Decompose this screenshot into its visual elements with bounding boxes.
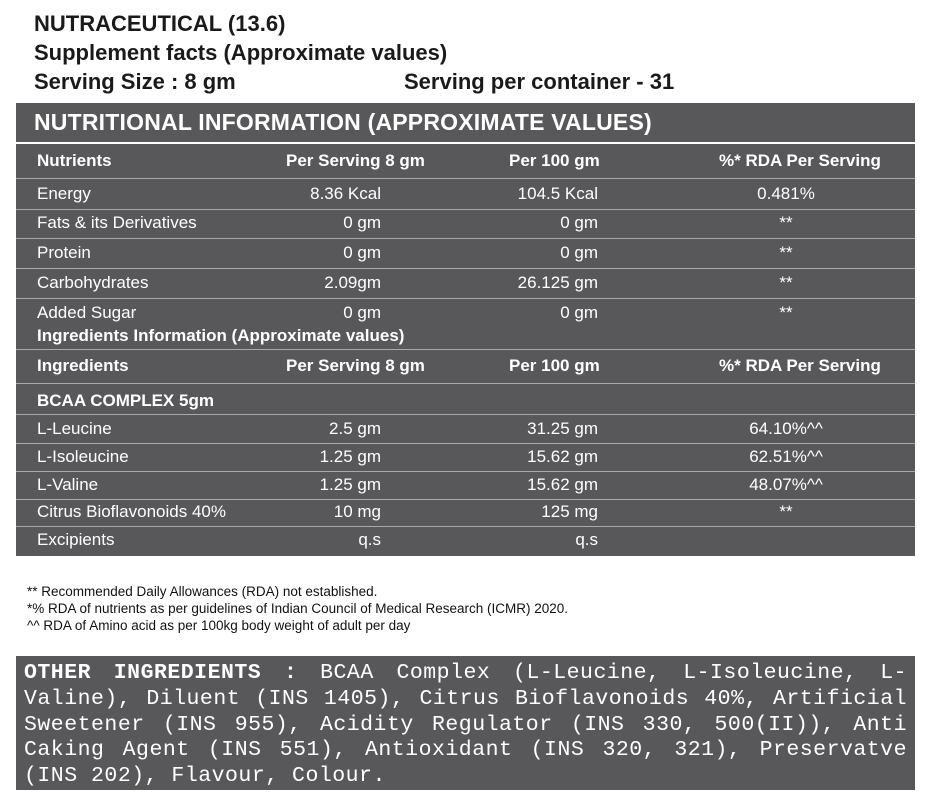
panel-title: NUTRITIONAL INFORMATION (APPROXIMATE VALUES) — [34, 109, 652, 135]
divider — [16, 471, 915, 472]
divider — [16, 443, 915, 444]
cell: 31.25 gm — [527, 419, 598, 438]
cell: Energy — [37, 184, 91, 203]
cell: Ingredients Information (Approximate values) — [37, 326, 405, 345]
footnote-icmr: *% RDA of nutrients as per guidelines of Indian Council of Medical Research (ICMR) 2020. — [27, 601, 569, 616]
header-cell: Per 100 gm — [509, 356, 600, 375]
cell: 48.07%^^ — [749, 475, 823, 494]
supplement-facts-subtitle: Supplement facts (Approximate values) — [34, 40, 448, 65]
cell: 62.51%^^ — [749, 447, 823, 466]
cell: Citrus Bioflavonoids 40% — [37, 502, 226, 521]
cell: 64.10%^^ — [749, 419, 823, 438]
cell: BCAA COMPLEX 5gm — [37, 391, 214, 410]
other-ingredients-box — [16, 656, 915, 790]
footnote-amino-acid: ^^ RDA of Amino acid as per 100kg body weight of adult per day — [27, 618, 411, 633]
header-cell: Nutrients — [37, 151, 112, 170]
divider — [16, 238, 915, 239]
cell: ** — [779, 502, 793, 521]
divider — [16, 383, 915, 384]
divider — [16, 209, 915, 210]
cell: 0 gm — [560, 303, 598, 322]
cell: ** — [779, 273, 793, 292]
cell: 0.481% — [757, 184, 815, 203]
cell: 10 mg — [333, 502, 381, 521]
other-ingredients-label: OTHER INGREDIENTS : — [24, 661, 298, 685]
cell: L-Valine — [37, 475, 99, 494]
cell: 15.62 gm — [527, 475, 598, 494]
cell: 2.09gm — [324, 273, 381, 292]
header-cell: %* RDA Per Serving — [719, 356, 881, 375]
cell: 2.5 gm — [329, 419, 381, 438]
header-cell: Per Serving 8 gm — [286, 151, 425, 170]
divider — [16, 142, 915, 144]
cell: 26.125 gm — [517, 273, 598, 292]
cell: q.s — [358, 530, 381, 549]
cell: 1.25 gm — [319, 475, 381, 494]
cell: Excipients — [37, 530, 115, 549]
divider — [16, 499, 915, 500]
cell: 0 gm — [560, 243, 598, 262]
footnote-rda: ** Recommended Daily Allowances (RDA) not established. — [27, 584, 378, 599]
cell: 0 gm — [343, 213, 381, 232]
cell: 0 gm — [343, 303, 381, 322]
other-ingredients-text: BCAA Complex (L-Leucine, L-Isoleucine, L-Valine), Diluent (INS 1405), Citrus Bioflavonoids 40%, Artificial Sweetener (INS 955), Acidity Regulator (INS 330, 500(II)), Anti Caking Agent (INS 551), Antioxidant (INS 320, 321), Preservatve (INS 202), Flavour, Colour. — [24, 661, 907, 789]
cell: 104.5 Kcal — [517, 184, 598, 203]
nutrition-panel — [16, 103, 915, 556]
cell: ** — [779, 213, 793, 232]
cell: 0 gm — [560, 213, 598, 232]
divider — [16, 349, 915, 350]
serving-size: Serving Size : 8 gm — [34, 69, 236, 94]
divider — [16, 268, 915, 269]
servings-per-container: Serving per container - 31 — [404, 69, 675, 94]
cell: 0 gm — [343, 243, 381, 262]
header-cell: Ingredients — [37, 356, 129, 375]
cell: 15.62 gm — [527, 447, 598, 466]
divider — [16, 298, 915, 299]
cell: 1.25 gm — [319, 447, 381, 466]
divider — [16, 526, 915, 527]
header-cell: Per Serving 8 gm — [286, 356, 425, 375]
serving-info — [34, 69, 734, 95]
cell: Added Sugar — [37, 303, 137, 322]
header-cell: Per 100 gm — [509, 151, 600, 170]
cell: Protein — [37, 243, 91, 262]
cell: 125 mg — [541, 502, 598, 521]
divider — [16, 414, 915, 415]
cell: Fats & its Derivatives — [37, 213, 197, 232]
cell: ** — [779, 243, 793, 262]
cell: ** — [779, 303, 793, 322]
cell: 8.36 Kcal — [310, 184, 381, 203]
cell: Carbohydrates — [37, 273, 149, 292]
divider — [16, 178, 915, 179]
product-title: NUTRACEUTICAL (13.6) — [34, 11, 286, 36]
cell: L-Isoleucine — [37, 447, 129, 466]
cell: L-Leucine — [37, 419, 112, 438]
header-cell: %* RDA Per Serving — [719, 151, 881, 170]
cell: q.s — [575, 530, 598, 549]
